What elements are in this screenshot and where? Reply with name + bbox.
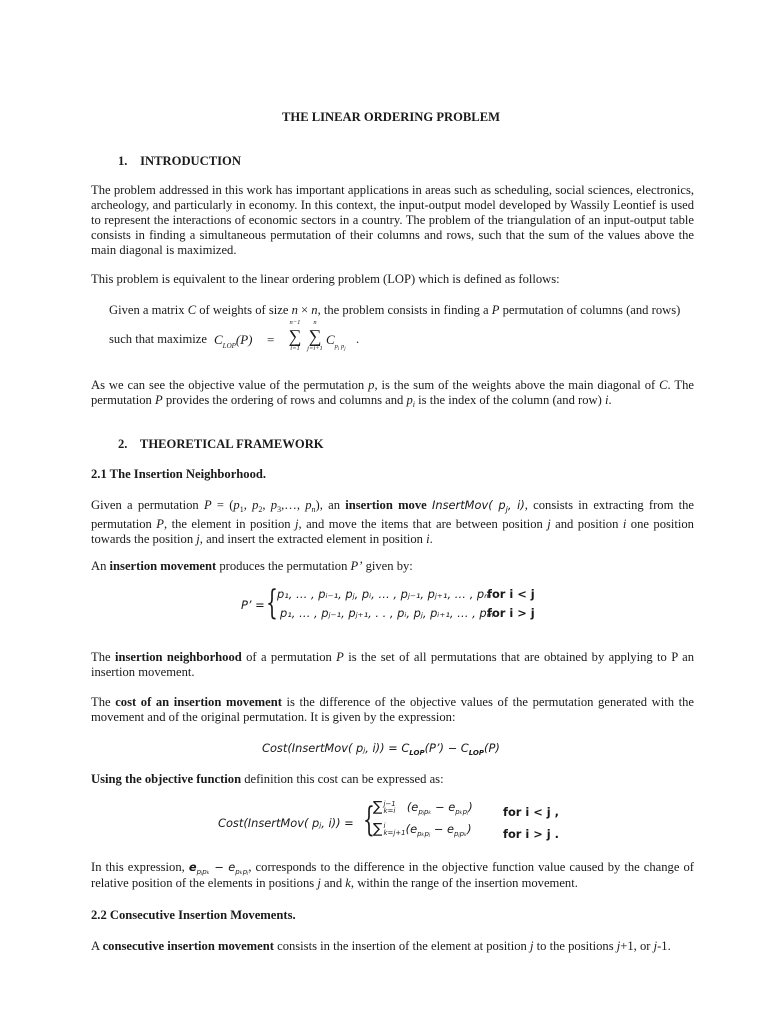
section-title: THEORETICAL FRAMEWORK — [139, 437, 324, 451]
objective-explanation: As we can see the objective value of the permutation p, is the sum of the weights above the main diagonal of C. The permutation P provides the ordering of rows and columns and $p_i$ is the index of the column (and row) i. — [91, 378, 694, 409]
eq-pprime-lhs: P’ = — [241, 598, 265, 612]
cost-case1-condition: for i < j , — [503, 805, 559, 819]
subsection-heading-consecutive-insertion: 2.2 Consecutive Insertion Movements. — [91, 908, 296, 922]
section-number: 1. — [118, 154, 128, 168]
formula-term: $C_{p_i p_j}$ — [326, 332, 346, 352]
cost-piecewise-lhs: Cost(InsertMov( pⱼ, i)) = — [218, 816, 354, 830]
lop-objective-formula: $C_{LOP}(P)$ — [214, 332, 253, 350]
formula-equals: = — [267, 332, 275, 347]
insertion-cost-paragraph: The cost of an insertion movement is the difference of the objective values of the permutation generated with the movement and of the original permutation. It is given by the expression: — [91, 695, 694, 724]
eq-pprime-case2: p₁, … , pⱼ₋₁, pⱼ₊₁, . . , pᵢ, pⱼ, pᵢ₊₁, … , pₘ — [280, 606, 494, 620]
consecutive-insertion-paragraph: A consecutive insertion movement consists in the insertion of the element at position j to the positions j+1, or j-1. — [91, 939, 671, 953]
cost-piecewise-brace: { — [363, 800, 375, 840]
outer-sum: n−1 ∑ i=1 — [288, 319, 302, 352]
insertion-neighborhood-paragraph: The insertion neighborhood of a permutation P is the set of all permutations that are obtained by applying to P an insertion movement. — [91, 650, 694, 679]
insertion-move-paragraph: Given a permutation $P = (p_1$, $p_2$, $p_3,\dots$, $p_n$), an insertion move InsertMov( $p_j$, i), consists in extracting from the permutation P, the element in position j, and move the items that are between position j and position i one position towards the position j, and insert the extracted element in position i. — [91, 498, 695, 546]
lop-equivalence-paragraph: This problem is equivalent to the linear ordering problem (LOP) which is defined as follows: — [91, 272, 560, 286]
eq-pprime-brace: { — [266, 583, 278, 623]
objective-function-paragraph: Using the objective function definition this cost can be expressed as: — [91, 772, 444, 786]
section-title: INTRODUCTION — [140, 154, 241, 168]
maximize-label: such that maximize — [109, 332, 207, 346]
inner-sum: n ∑ j=i+1 — [307, 319, 323, 352]
expression-explanation-paragraph: In this expression, $e_{pⱼp_k} - e_{p_kpⱼ}$, corresponds to the difference in the objective function value caused by the change of relative position of the elements in positions j and k, within the range of the insertion movement. — [91, 860, 694, 890]
insertion-movement-paragraph: An insertion movement produces the permutation P’ given by: — [91, 559, 413, 573]
section-number: 2. — [118, 437, 128, 451]
subsection-heading-insertion-neighborhood: 2.1 The Insertion Neighborhood. — [91, 467, 267, 481]
formula-period: . — [356, 332, 360, 346]
eq-pprime-case1-condition: for i < j — [487, 587, 535, 601]
document-title: THE LINEAR ORDERING PROBLEM — [282, 110, 500, 124]
section-heading-theoretical-framework — [118, 437, 324, 452]
cost-case2: ∑i $k=j+1(e_{p_kpⱼ} - e_{pⱼp_k})$ — [373, 821, 472, 838]
section-heading-introduction — [118, 154, 241, 169]
eq-pprime-case2-condition: for i > j — [487, 606, 535, 620]
eq-pprime-case1: p₁, … , pᵢ₋₁, pⱼ, pᵢ, … , pⱼ₋₁, pⱼ₊₁, … , pₘ — [277, 587, 492, 601]
cost-equation: Cost(InsertMov( pⱼ, $i)) = C_{LOP}(P’) - C_{LOP}(P)$ — [262, 741, 500, 757]
cost-case2-condition: for i > j . — [503, 827, 559, 841]
cost-case1: ∑j−1 k=i $(e_{pⱼp_k} - e_{p_kpⱼ})$ — [373, 799, 473, 816]
lop-definition: Given a matrix C of weights of size n × n, the problem consists in finding a P permutation of columns (and rows) — [109, 303, 681, 317]
intro-paragraph: The problem addressed in this work has important applications in areas such as scheduling, social sciences, electronics, archeology, and particularly in economy. In this context, the input-output model developed by Wassily Leontief is used to represent the interactions of economic sectors in a country. The problem of the triangulation of an input-output table consists in finding a simultaneous permutation of their columns and rows, such that the sum of the values above the main diagonal is maximized. — [91, 183, 694, 257]
